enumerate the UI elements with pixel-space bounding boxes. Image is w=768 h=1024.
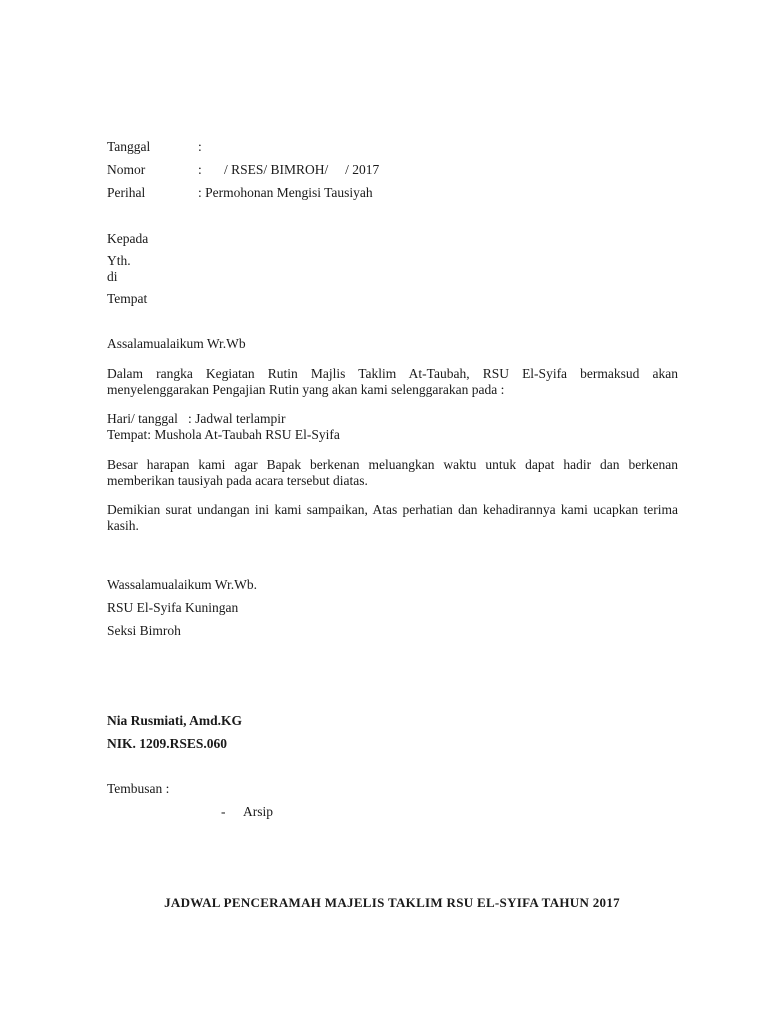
perihal-value: : Permohonan Mengisi Tausiyah	[198, 185, 373, 200]
kepada-label: Kepada	[107, 231, 149, 246]
cc-dash: -	[221, 804, 226, 819]
cc-item: Arsip	[243, 804, 273, 819]
cc-label: Tembusan :	[107, 781, 170, 796]
schedule-title: JADWAL PENCERAMAH MAJELIS TAKLIM RSU EL-SYIFA TAHUN 2017	[164, 895, 620, 910]
nomor-label: Nomor	[107, 162, 146, 177]
tempat-label: Tempat	[107, 291, 148, 306]
closing-org: RSU El-Syifa Kuningan	[107, 600, 239, 615]
hari-tanggal-line: Hari/ tanggal : Jadwal terlampir	[107, 411, 286, 426]
yth-label: Yth.	[107, 253, 131, 268]
closing-section: Seksi Bimroh	[107, 623, 181, 638]
paragraph-hope: Besar harapan kami agar Bapak berkenan meluangkan waktu untuk dapat hadir dan berkenan memberikan tausiyah pada acara tersebut diatas.	[107, 457, 678, 488]
tanggal-colon: :	[198, 139, 202, 154]
signer-name: Nia Rusmiati, Amd.KG	[107, 713, 243, 728]
signer-nik: NIK. 1209.RSES.060	[107, 736, 228, 751]
paragraph-intro: Dalam rangka Kegiatan Rutin Majlis Taklim At-Taubah, RSU El-Syifa bermaksud akan menyelenggarakan Pengajian Rutin yang akan kami selenggarakan pada :	[107, 366, 678, 397]
perihal-label: Perihal	[107, 185, 146, 200]
nomor-colon: :	[198, 162, 202, 177]
di-label: di	[107, 269, 118, 284]
tempat-line: Tempat: Mushola At-Taubah RSU El-Syifa	[107, 427, 340, 442]
nomor-value: / RSES/ BIMROH/ / 2017	[224, 162, 380, 177]
closing-salam: Wassalamualaikum Wr.Wb.	[107, 577, 257, 592]
greeting: Assalamualaikum Wr.Wb	[107, 336, 246, 351]
tanggal-label: Tanggal	[107, 139, 151, 154]
paragraph-closing: Demikian surat undangan ini kami sampaikan, Atas perhatian dan kehadirannya kami ucapkan terima kasih.	[107, 502, 678, 533]
